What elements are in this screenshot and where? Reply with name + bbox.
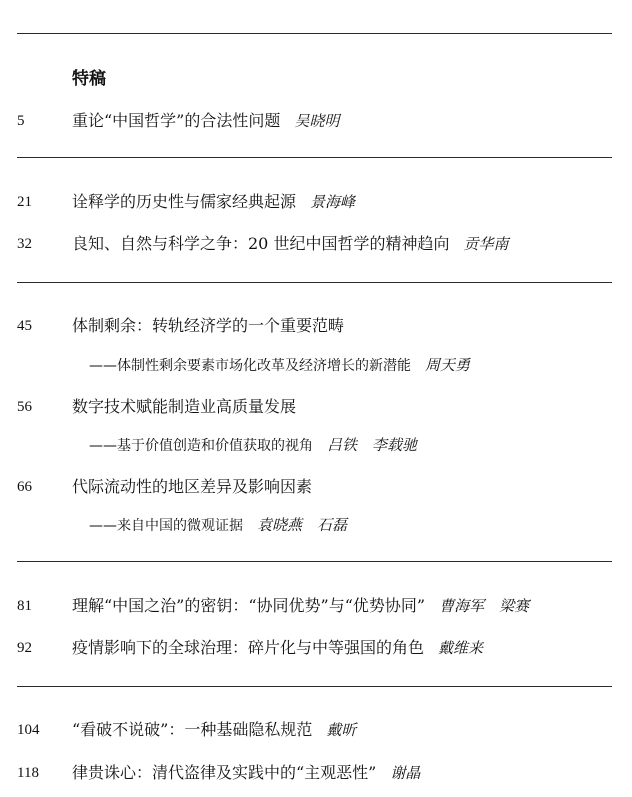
entry-authors: 戴昕 — [326, 721, 357, 739]
divider — [17, 686, 612, 687]
entry-subtitle: ——来自中国的微观证据 — [89, 518, 243, 534]
page-number: 56 — [17, 399, 32, 415]
entry-authors: 周天勇 — [425, 356, 471, 374]
entry-title: 代际流动性的地区差异及影响因素 — [72, 477, 313, 496]
entry-subtitle: ——体制性剩余要素市场化改革及经济增长的新潜能 — [89, 358, 411, 374]
page-number: 104 — [17, 722, 40, 738]
divider — [17, 282, 612, 283]
entry-authors: 吴晓明 — [294, 112, 340, 130]
entry-authors: 贡华南 — [463, 235, 509, 253]
entry-title-line — [72, 192, 355, 212]
page-number: 32 — [17, 236, 32, 252]
entry-title: 律贵诛心：清代盗律及实践中的“主观恶性” — [72, 763, 377, 782]
entry-title: 诠释学的历史性与儒家经典起源 — [72, 192, 297, 211]
entry-authors: 吕铁 李载驰 — [327, 436, 418, 454]
divider — [17, 561, 612, 562]
page-number: 5 — [17, 113, 25, 129]
page-number: 92 — [17, 640, 32, 656]
entry-title-line — [72, 638, 483, 658]
entry-title: 数字技术赋能制造业高质量发展 — [72, 397, 297, 416]
page-number: 81 — [17, 598, 32, 614]
entry-title: “看破不说破”：一种基础隐私规范 — [72, 720, 313, 739]
entry-subtitle: ——基于价值创造和价值获取的视角 — [89, 438, 313, 454]
entry-title: 良知、自然与科学之争：20 世纪中国哲学的精神趋向 — [72, 234, 450, 253]
entry-title-line — [72, 763, 420, 783]
entry-title: 疫情影响下的全球治理：碎片化与中等强国的角色 — [72, 638, 425, 657]
page-number: 66 — [17, 479, 32, 495]
entry-subtitle-line — [89, 435, 417, 456]
page-number: 118 — [17, 765, 39, 781]
entry-title-line — [72, 111, 339, 131]
page-number: 21 — [17, 194, 32, 210]
entry-title-line — [72, 596, 529, 616]
entry-authors: 戴维来 — [438, 639, 484, 657]
page-number: 45 — [17, 318, 32, 334]
entry-title: 理解“中国之治”的密钥：“协同优势”与“优势协同” — [72, 596, 426, 615]
divider — [17, 33, 612, 34]
entry-subtitle-line — [89, 515, 347, 536]
divider — [17, 157, 612, 158]
entry-authors: 曹海军 梁赛 — [439, 597, 530, 615]
entry-authors: 景海峰 — [310, 193, 356, 211]
entry-title: 体制剩余：转轨经济学的一个重要范畴 — [72, 316, 345, 335]
entry-title: 重论“中国哲学”的合法性问题 — [72, 111, 281, 130]
section-heading: 特稿 — [72, 69, 106, 89]
entry-authors: 谢晶 — [390, 764, 421, 782]
entry-title-line — [72, 720, 356, 740]
entry-subtitle-line — [89, 355, 470, 376]
entry-authors: 袁晓燕 石磊 — [257, 516, 348, 534]
entry-title-line — [72, 234, 508, 254]
